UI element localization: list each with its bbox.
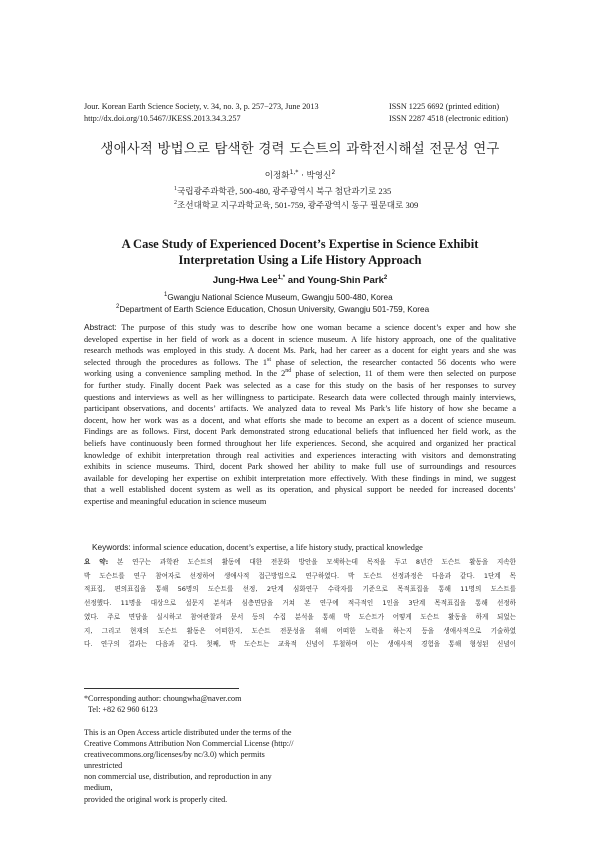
keywords-label: Keywords: — [92, 542, 131, 552]
issn-print: ISSN 1225 6692 (printed edition) — [389, 102, 500, 111]
abstract-line: beliefs have continuously been formed throughout her life experiences. Second, she acquired and organized her practical — [84, 438, 516, 448]
english-author-1-sup: 1,* — [277, 275, 286, 281]
abstract-line: expertise and meaningful education in science museum — [84, 496, 267, 506]
license-line: provided the original work is properly cited. — [84, 794, 228, 804]
abstract-line: that a well established docent system as well as its operation, and physical support be needed for increased docents’ — [84, 485, 516, 495]
korean-aff-2-text: 조선대학교 지구과학교육, 501-759, 광주광역시 동구 필문대로 309 — [177, 200, 419, 210]
journal-citation — [84, 101, 319, 124]
abstract-line: knowledge of exhibit interpretation through real activities and experiences interacting with visitors and demonstrating — [84, 450, 516, 460]
korean-title: 생애사적 방법으로 탐색한 경력 도슨트의 과학전시해설 전문성 연구 — [100, 142, 500, 157]
korean-abstract-line: 다. 연구의 결과는 다음과 같다. 첫째, 박 도슨트는 교육적 신념이 투철하며 이는 생애사적 경험을 통해 형성된 신념이 — [84, 640, 516, 649]
footnote-divider — [84, 688, 239, 689]
license-notice — [84, 727, 294, 805]
english-affiliation-2 — [116, 305, 429, 314]
korean-aff-1-text: 국립광주과학관, 500-480, 광주광역시 북구 첨단과기로 235 — [177, 186, 392, 196]
abstract-line: available for developing her expertise on exhibit interpretation more effectively. With these findings in mind, we suggest — [84, 473, 516, 483]
license-line: creativecommons.org/licenses/by nc/3.0) which permits unrestricted — [84, 750, 265, 771]
abstract-line: research methods was employed in this study. A docent Ms. Park, had her career as a docent for eight years and she was — [84, 346, 516, 356]
keywords — [92, 542, 423, 552]
abstract-line: for further study. Finally docent Paek was selected as a case for this study on the basis of her responses to survey — [84, 380, 516, 390]
abstract-line: exhibits in science museums. Third, docent Park showed her ability to make full use of surroundings and resources — [84, 462, 516, 472]
license-line: Creative Commons Attribution Non Commercial License (http:// — [84, 739, 294, 749]
english-author-2: Young-Shin Park — [307, 275, 384, 286]
english-aff-2-sup: 2 — [116, 304, 120, 310]
license-line: non commercial use, distribution, and reproduction in any medium, — [84, 772, 272, 793]
korean-affiliation-2 — [174, 199, 418, 211]
korean-author-1: 이정화 — [264, 171, 290, 181]
korean-abstract — [84, 556, 516, 652]
abstract-line: selected through the procedures as follows. The 1st phase of selection, the researcher contacted 56 docents who were — [84, 356, 516, 367]
abstract-line: questions and interviews as well as her willingness to participate. Research data were collected through mainly interviews, — [84, 392, 516, 402]
abstract-line: Abstract: The purpose of this study was to describe how one woman became a science docent’s exper and how she — [84, 322, 516, 332]
english-author-2-sup: 2 — [383, 275, 388, 281]
korean-abstract-line: 선정했다. 11명을 대상으로 설문지 분석과 심층면담을 거쳐 본 연구에 적극적인 1인을 3단계 목적표집을 통해 선정하 — [84, 599, 516, 608]
corresponding-author — [84, 693, 241, 715]
english-title-line-1: A Case Study of Experienced Docent’s Expertise in Science Exhibit — [121, 237, 479, 251]
english-aff-1-text: Gwangju National Science Museum, Gwangju 500-480, Korea — [167, 293, 393, 302]
english-aff-1-sup: 1 — [164, 292, 168, 298]
keywords-text: informal science education, docent’s expertise, a life history study, practical knowledge — [130, 543, 423, 552]
issn-info — [389, 101, 508, 124]
korean-abstract-line: 적표집, 편의표집을 통해 56명의 도슨트를 선정, 2단계 심화연구 수락자를 기준으로 목적표집을 통해 11명의 도스트를 — [84, 585, 516, 594]
corresponding-email: *Corresponding author: choungwha@naver.com — [84, 694, 242, 703]
korean-author-2-sup: 2 — [331, 169, 336, 176]
journal-name: Jour. Korean Earth Science Society, v. 34, no. 3, p. 257−273, June 2013 — [84, 102, 319, 111]
korean-aff-1-sup: 1 — [174, 186, 177, 192]
corresponding-tel: Tel: +82 62 960 6123 — [88, 705, 158, 715]
abstract-line: Findings are as follows. First, docent Park demonstrated strong educational beliefs that influenced her field work, as the — [84, 427, 516, 437]
author-conjunction: and — [285, 275, 308, 286]
korean-abstract-line: 박 도슨트를 연구 참여자로 선정하여 생애사적 접근방법으로 연구하였다. 박 도슨트 선정과정은 다음과 같다. 1단계 목 — [84, 571, 516, 580]
issn-electronic: ISSN 2287 4518 (electronic edition) — [389, 113, 509, 123]
korean-affiliation-1 — [174, 185, 391, 197]
korean-aff-2-sup: 2 — [174, 200, 177, 206]
abstract-line: working using a convenience sampling method. In the 2nd phase of selection, 11 of them were then selected on purpose — [84, 368, 516, 379]
korean-abstract-line: 지, 그리고 현재의 도슨트 활동은 어떠한지, 도슨트 전문성을 위해 어떠한 노력을 하는지 등을 생애사적으로 기술하였 — [84, 626, 516, 635]
korean-abstract-line: 였다. 주로 면담을 실시하고 참여관찰과 문서 등의 수집 분석을 통해 박 도슨트가 어떻게 도슨트 활동을 하게 되었는 — [84, 612, 516, 621]
english-author-1: Jung-Hwa Lee — [212, 275, 278, 286]
abstract-line: developed expertise in her field of work as a docent in science museum. A life history approach, one of the qualitative — [84, 334, 516, 344]
english-authors — [0, 275, 600, 286]
license-line: This is an Open Access article distributed under the terms of the — [84, 728, 292, 737]
korean-author-2: 박영신 — [306, 171, 332, 181]
abstract-line: docent, how her work was as a docent, and what efforts she made to become an expert as a docent of science museum. — [84, 415, 516, 425]
english-aff-2-text: Department of Earth Science Education, Chosun University, Gwangju 501-759, Korea — [119, 305, 430, 314]
author-separator: · — [298, 171, 307, 181]
abstract-label: Abstract: — [84, 322, 117, 332]
korean-author-1-sup: 1,* — [289, 169, 299, 176]
english-affiliation-1 — [164, 293, 393, 302]
english-title-line-2: Interpretation Using a Life History Approach — [178, 252, 422, 267]
doi-link[interactable]: http://dx.doi.org/10.5467/JKESS.2013.34.3.257 — [84, 113, 241, 123]
english-abstract — [84, 322, 516, 508]
korean-abstract-label: 요 약: — [84, 558, 109, 566]
english-title — [0, 237, 600, 268]
korean-abstract-line: 요 약: 본 연구는 과학관 도슨트의 활동에 대한 전문화 방안을 모색하는데 목적을 두고 8년간 도슨트 활동을 지속한 — [84, 558, 516, 566]
abstract-line: participant observations, and docents’ artifacts. We analyzed data to reveal Ms Park’s life history of how she became a — [84, 404, 516, 414]
korean-authors — [0, 169, 600, 181]
